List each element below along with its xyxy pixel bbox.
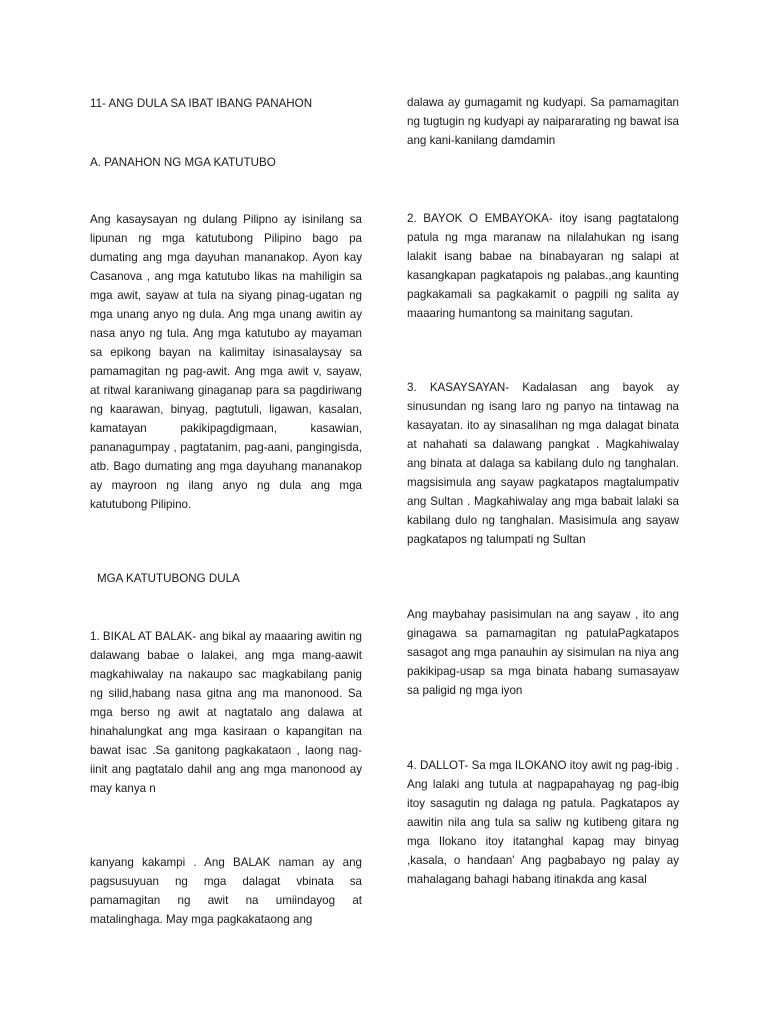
intro-paragraph: Ang kasaysayan ng dulang Pilipno ay isinilang sa lipunan ng mga katutubong Pilipino bago pa dumating ang mga dayuhan mananakop. Ayon kay Casanova , ang mga katutubo likas na mahiligin sa mga awit, sayaw at tula na siyang pinag-ugatan ng mga unang anyo ng dula. Ang mga unang awitin ay nasa anyo ng tula. Ang mga katutubo ay mayaman sa epikong bayan na kalimitay isinasalaysay sa pamamagitan ng pag-awit. Ang mga awit v, sayaw, at ritwal karaniwang ginaganap para sa pagdiriwang ng kaarawan, binyag, pagtutuli, ligawan, kasalan, kamatayan pakikipagdigmaan, kasawian, pananagumpay , pagtatanim, pag-aani, pangingisda, atb. Bago dumating ang mga dayuhang mananakop ay mayroon ng ilang anyo ng dula ang mga katutubong Pilipino. (90, 213, 362, 511)
kakampi-paragraph: kanyang kakampi . Ang BALAK naman ay ang pagsusuyuan ng mga dalagat vbinata sa pamamagitan ng awit na umiindayog at matalinghaga. May mga pagkakataong ang (90, 856, 362, 926)
main-heading: 11- ANG DULA SA IBAT IBANG PANAHON (90, 97, 313, 110)
dallot-paragraph: 4. DALLOT- Sa mga ILOKANO itoy awit ng pag-ibig . Ang lalaki ang tutula at nagpapahayag ng pag-ibig itoy sasagutin ng dalaga ng patula. Pagkatapos ay aawitin nila ang tula sa saliw ng kutibeng gitara ng mga Ilokano itoy itatanghal kapag may binyag ,kasala, o handaan' Ang pagbabayo ng palay ay mahalagang bahagi habang itinakda ang kasal (407, 759, 679, 886)
bayok-paragraph: 2. BAYOK O EMBAYOKA- itoy isang pagtatalong patula ng mga maranaw na nilalahukan ng isang lalakit isang babae na binabayaran ng salapi at kasangkapan pagkatapois ng palabas.,ang kaunting pagkakamali sa pagkakamit o pagpili ng salita ay maaaring humantong sa mainitang sagutan. (407, 212, 679, 320)
maybahay-paragraph: Ang maybahay pasisimulan na ang sayaw , ito ang ginagawa sa pamamagitan ng patulaPagkatapos sasagot ang mga panauhin ay sisimulan na niya ang pakikipag-usap sa mga binata habang sumasayaw sa paligid ng mga iyon (407, 608, 679, 697)
continuation-paragraph: dalawa ay gumagamit ng kudyapi. Sa pamamagitan ng tugtugin ng kudyapi ay naipararating ng bawat isa ang kani-kanilang damdamin (407, 96, 679, 147)
section-heading: A. PANAHON NG MGA KATUTUBO (90, 156, 276, 169)
kasaysayan-paragraph: 3. KASAYSAYAN- Kadalasan ang bayok ay sinusundan ng isang laro ng panyo na tintawag na kasayatan. ito ay sinasalihan ng mga dalagat binata at nahahati sa dalawang pangkat . Magkahiwalay ang binata at dalaga sa kabilang dulo ng tanghalan. magsisimula ang sayaw pagkatapos magtalumpativ ang Sultan . Magkahiwalay ang mga babait lalaki sa kabilang dulo ng tanghalan. Masisimula ang sayaw pagkatapos ng talumpati ng Sultan (407, 381, 679, 546)
subsection-heading: MGA KATUTUBONG DULA (97, 572, 240, 585)
bikal-paragraph: 1. BIKAL AT BALAK- ang bikal ay maaaring awitin ng dalawang babae o lalakei, ang mga mang-aawit magkahiwalay na nakaupo sac magkabilang panig ng silid,habang nasa gitna ang ma manonood. Sa mga berso ng awit at nagtatalo ang dalawa at hinahalungkat ang mga kasiraan o kapangitan na bawat isac .Sa ganitong pagkakataon , laong nag-iinit ang pagtatalo dahil ang ang mga manonood ay may kanya n (90, 630, 362, 795)
